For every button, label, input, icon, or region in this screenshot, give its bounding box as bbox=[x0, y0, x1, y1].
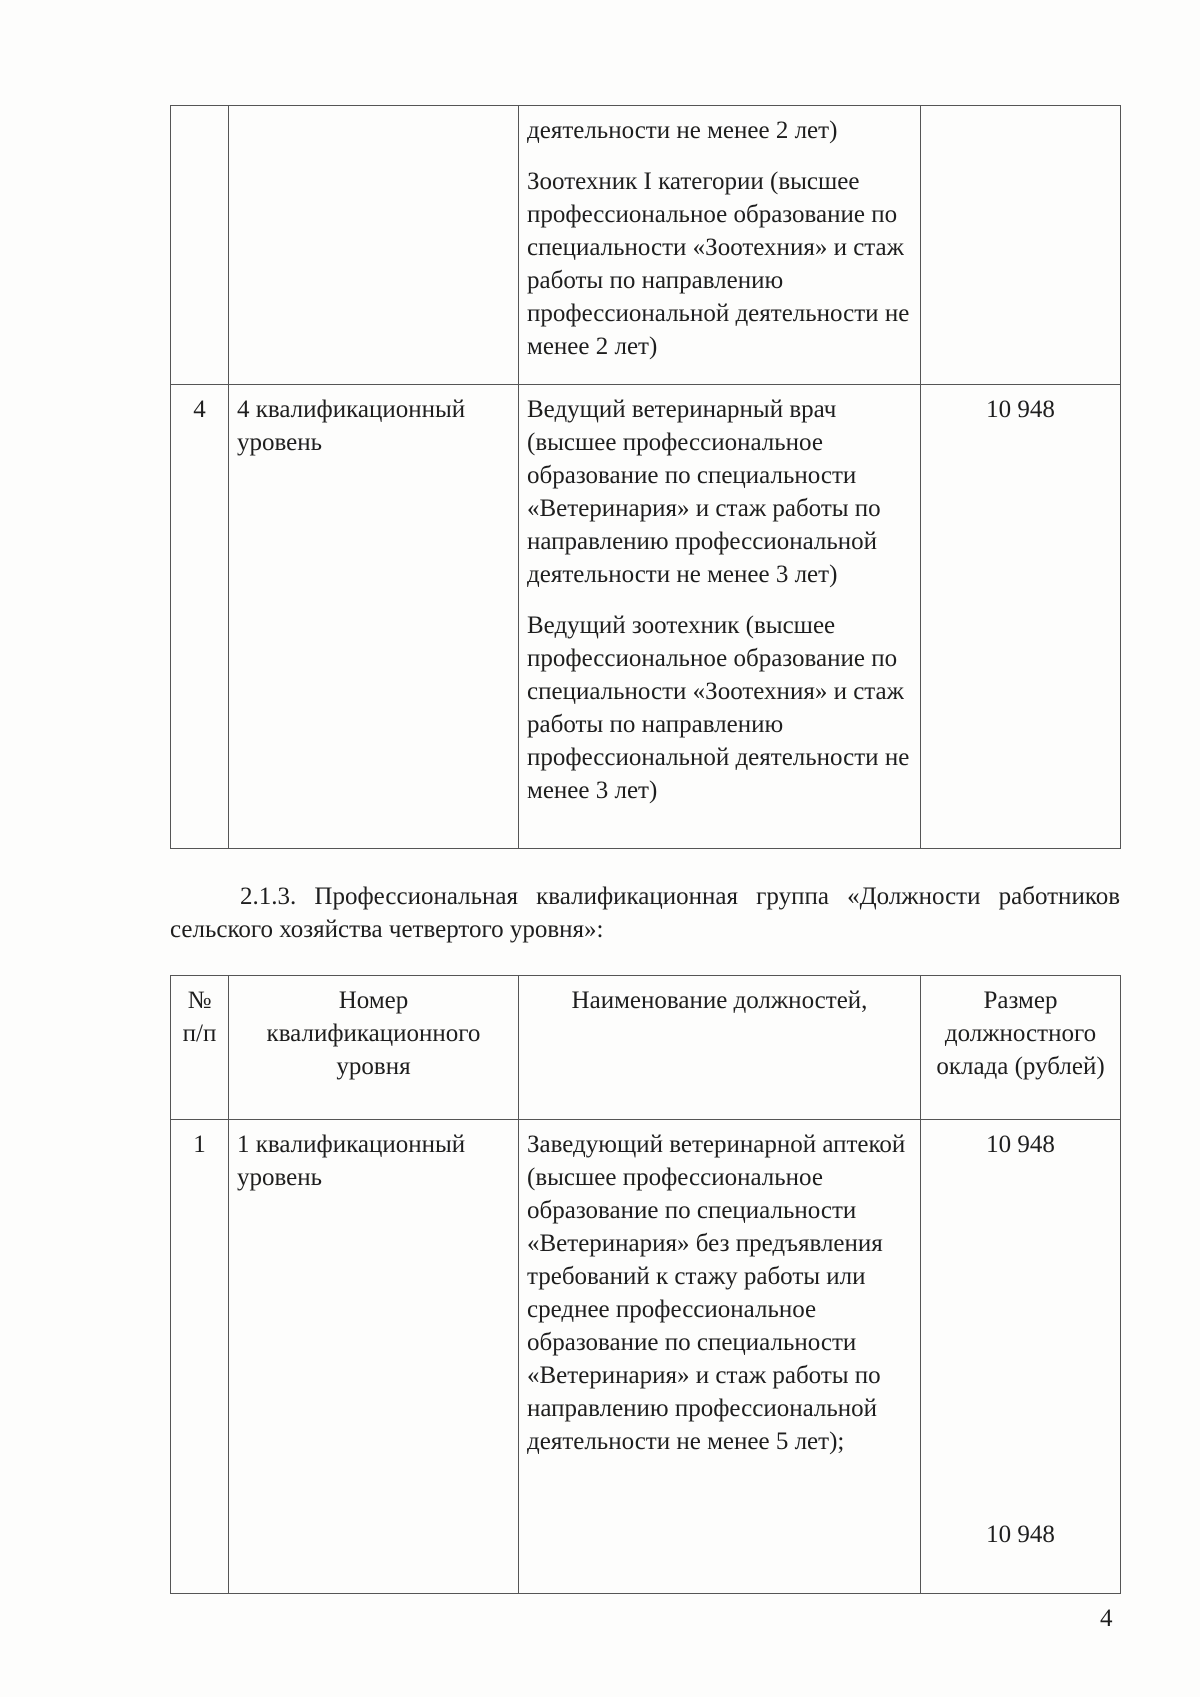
salary-value: 10 948 bbox=[921, 385, 1121, 849]
qualification-level: 4 квалификационный уровень bbox=[229, 385, 519, 849]
row-number: 1 bbox=[171, 1120, 229, 1594]
header-position-name: Наименование должностей, bbox=[519, 976, 921, 1120]
position-names bbox=[519, 385, 921, 849]
position-text: Заведующий ветеринарной аптекой (высшее профессиональное образование по специальности «Ветеринария» без предъявления требований к стажу работы или среднее профессиональное образование по специальности «Ветеринария» и стаж работы по направлению профессиональной деятельности не менее 5 лет); bbox=[527, 1131, 906, 1455]
header-level: Номер квалификационного уровня bbox=[229, 976, 519, 1120]
table-header-row bbox=[171, 976, 1121, 1120]
table-row bbox=[171, 1120, 1121, 1594]
qualification-level bbox=[229, 106, 519, 385]
section-heading: 2.1.3. Профессиональная квалификационная группа «Должности работников сельского хозяйства четвертого уровня»: bbox=[170, 883, 1120, 943]
position-names bbox=[519, 106, 921, 385]
position-text: Ведущий ветеринарный врач (высшее профессиональное образование по специальности «Ветеринария» и стаж работы по направлению профессиональной деятельности не менее 3 лет) bbox=[527, 396, 881, 588]
position-names bbox=[519, 1120, 921, 1594]
row-number: 4 bbox=[171, 385, 229, 849]
qualification-level: 1 квалификационный уровень bbox=[229, 1120, 519, 1594]
table-row bbox=[171, 106, 1121, 385]
header-salary: Размер должностного оклада (рублей) bbox=[921, 976, 1121, 1120]
table-row bbox=[171, 385, 1121, 849]
salary-value: 10 948 bbox=[986, 1521, 1055, 1548]
header-number: № п/п bbox=[171, 976, 229, 1120]
position-text: Зоотехник I категории (высшее профессиональное образование по специальности «Зоотехния» и стаж работы по направлению профессиональной деятельности не менее 2 лет) bbox=[527, 168, 910, 360]
row-number bbox=[171, 106, 229, 385]
position-text: Ведущий зоотехник (высшее профессиональное образование по специальности «Зоотехния» и стаж работы по направлению профессиональной деятельности не менее 3 лет) bbox=[527, 612, 910, 804]
salary-cell bbox=[921, 1120, 1121, 1594]
salary-value bbox=[921, 106, 1121, 385]
qualification-table-continued bbox=[170, 105, 1121, 849]
salary-value: 10 948 bbox=[986, 1131, 1055, 1158]
page-number: 4 bbox=[1100, 1605, 1113, 1632]
position-text: деятельности не менее 2 лет) bbox=[527, 117, 838, 144]
qualification-table bbox=[170, 975, 1121, 1594]
